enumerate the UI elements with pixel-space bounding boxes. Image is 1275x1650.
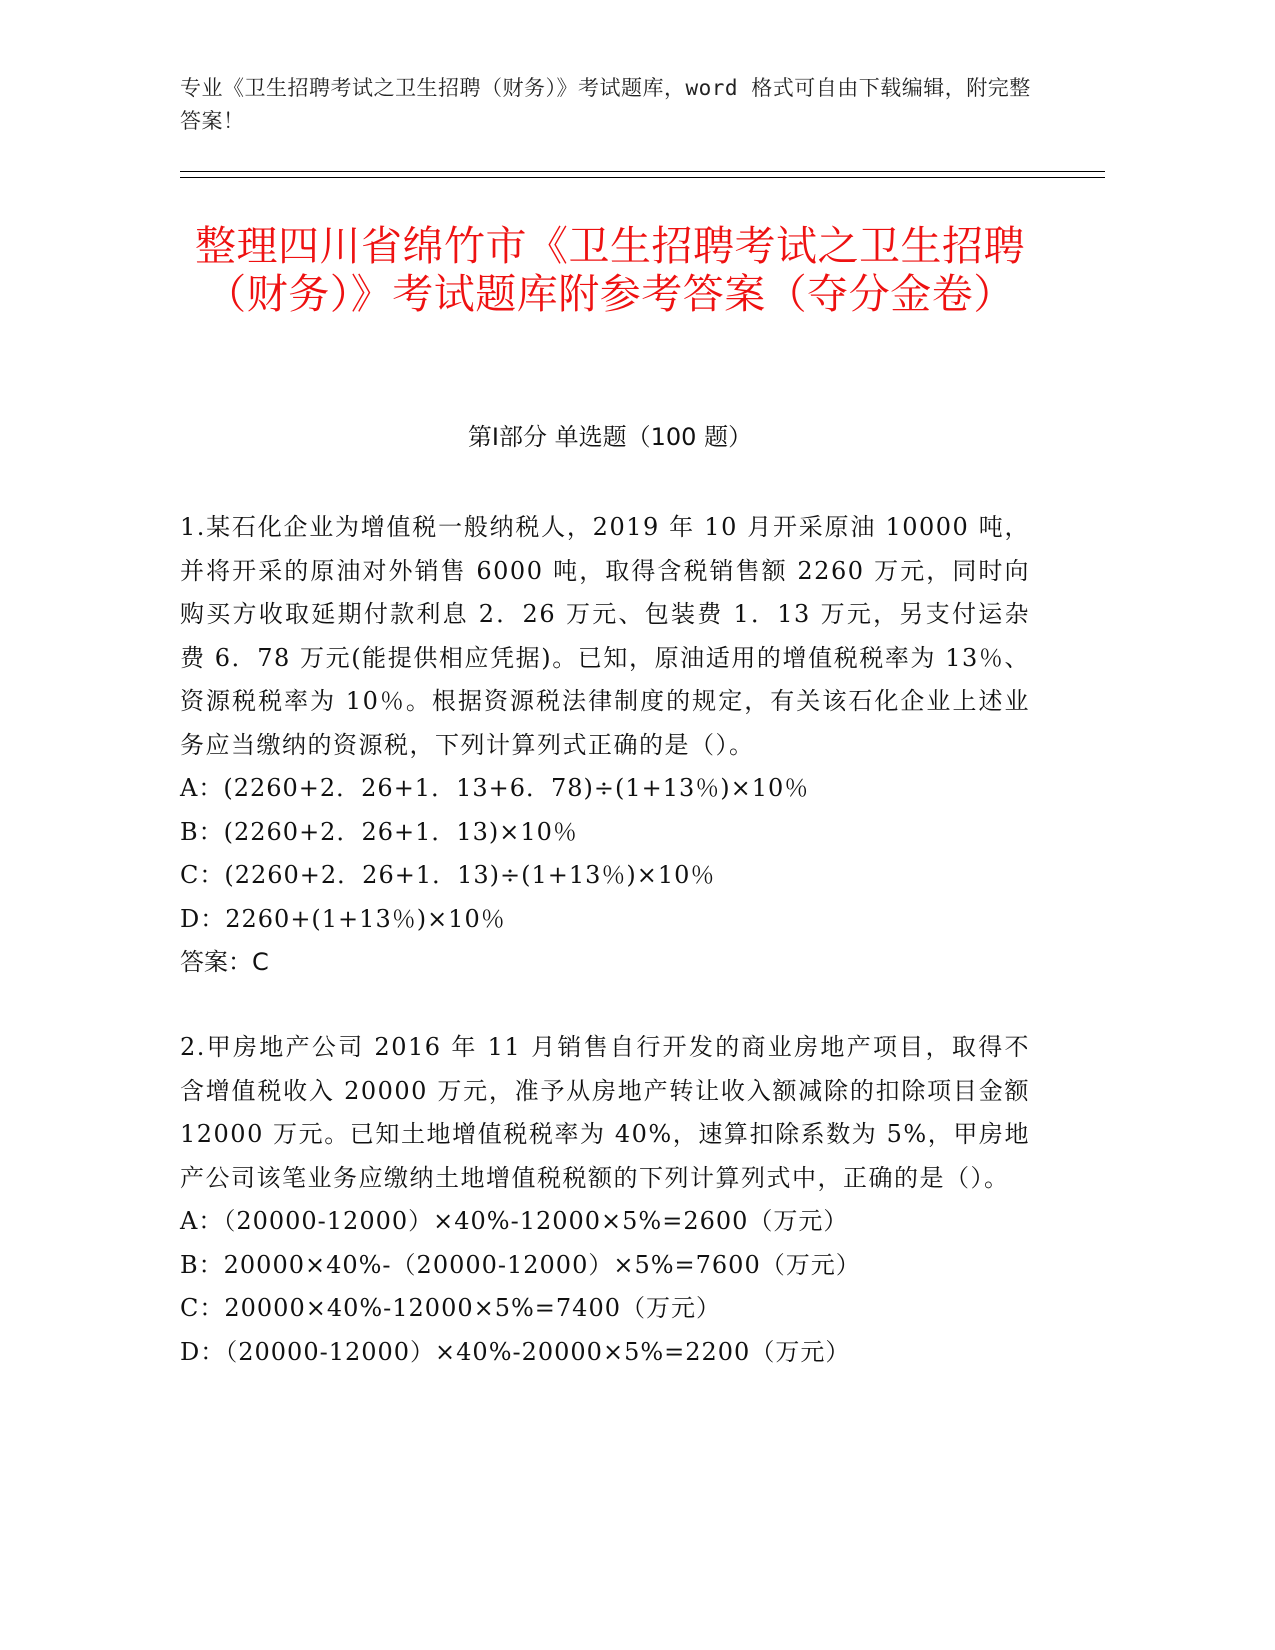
option-c: C：(2260+2．26+1．13)÷(1+13％)×10％ xyxy=(180,861,716,889)
question-1 xyxy=(180,506,1030,985)
header-divider-top xyxy=(180,171,1105,172)
answer-label: 答案：C xyxy=(180,948,269,976)
option-d: D：（20000-12000）×40%-20000×5%=2200（万元） xyxy=(180,1337,851,1366)
header-note: 专业《卫生招聘考试之卫生招聘（财务）》考试题库，word 格式可自由下载编辑，附完整答案！ xyxy=(180,76,1031,133)
option-a: A：（20000-12000）×40%-12000×5%=2600（万元） xyxy=(180,1207,849,1235)
header-divider-bottom xyxy=(180,177,1105,178)
option-c: C：20000×40%-12000×5%=7400（万元） xyxy=(180,1294,721,1322)
option-a: A：(2260+2．26+1．13+6．78)÷(1+13％)×10％ xyxy=(180,774,810,802)
question-stem: 1.某石化企业为增值税一般纳税人，2019 年 10 月开采原油 10000 吨，并将开采的原油对外销售 6000 吨，取得含税销售额 2260 万元，同时向购买方收取延期付款利息 2．26 万元、包装费 1．13 万元，另支付运杂费 6．78 万元(能提供相应凭据)。已知，原油适用的增值税税率为 13％、资源税税率为 10％。根据资源税法律制度的规定，有关该石化企业上述业务应当缴纳的资源税，下列计算列式正确的是（）。 xyxy=(180,513,1030,759)
document-title: 整理四川省绵竹市《卫生招聘考试之卫生招聘（财务）》考试题库附参考答案（夺分金卷） xyxy=(195,222,1025,318)
option-b: B：(2260+2．26+1．13)×10％ xyxy=(180,817,578,846)
section-heading: 第Ⅰ部分 单选题（100 题） xyxy=(467,423,753,451)
option-b: B：20000×40%-（20000-12000）×5%=7600（万元） xyxy=(180,1250,861,1279)
question-stem: 2.甲房地产公司 2016 年 11 月销售自行开发的商业房地产项目，取得不含增值税收入 20000 万元，准予从房地产转让收入额减除的扣除项目金额 12000 万元。已知土地增值税税率为 40%，速算扣除系数为 5%，甲房地产公司该笔业务应缴纳土地增值税税额的下列计算列式中，正确的是（）。 xyxy=(180,1033,1030,1192)
option-d: D：2260+(1+13％)×10％ xyxy=(180,904,506,933)
question-2 xyxy=(180,1026,1030,1374)
